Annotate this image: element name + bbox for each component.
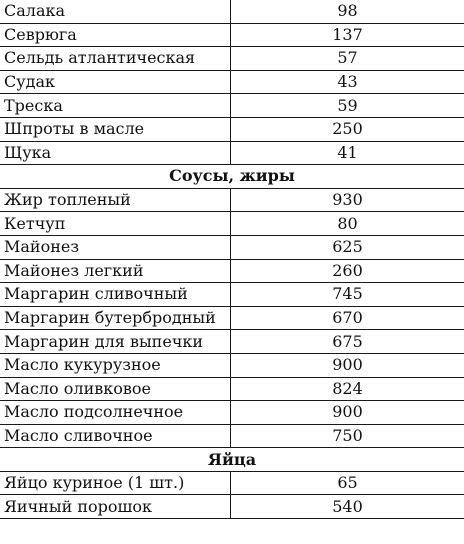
food-name-cell: Шпроты в масле [0,117,231,141]
section-header-eggs: Яйца [0,448,464,472]
table-row [0,424,464,448]
table-row [0,47,464,71]
table-row [0,235,464,259]
food-name-cell: Севрюга [0,23,231,47]
section-header-row [0,165,464,189]
calorie-value-cell: 65 [231,471,464,495]
calorie-value-cell: 98 [231,0,464,23]
food-name-cell: Майонез [0,235,231,259]
food-name-cell: Яйцо куриное (1 шт.) [0,471,231,495]
table-row [0,212,464,236]
table-row [0,283,464,307]
food-name-cell: Масло кукурузное [0,353,231,377]
table-row [0,330,464,354]
calorie-value-cell: 930 [231,188,464,212]
calorie-value-cell: 745 [231,283,464,307]
table-row [0,0,464,23]
section-header-sauces-fats: Соусы, жиры [0,165,464,189]
table-row [0,141,464,165]
table-row [0,306,464,330]
section-header-row [0,448,464,472]
table-row [0,23,464,47]
table-row [0,70,464,94]
food-name-cell: Масло подсолнечное [0,401,231,425]
table-row [0,94,464,118]
food-name-cell: Маргарин бутербродный [0,306,231,330]
food-name-cell: Маргарин для выпечки [0,330,231,354]
calorie-value-cell: 43 [231,70,464,94]
table-row [0,495,464,519]
calorie-value-cell: 540 [231,495,464,519]
table-row [0,188,464,212]
food-name-cell: Маргарин сливочный [0,283,231,307]
food-name-cell: Яичный порошок [0,495,231,519]
calorie-value-cell: 824 [231,377,464,401]
calorie-value-cell: 625 [231,235,464,259]
calorie-value-cell: 670 [231,306,464,330]
food-name-cell: Салака [0,0,231,23]
calorie-value-cell: 900 [231,401,464,425]
calorie-value-cell: 750 [231,424,464,448]
food-name-cell: Треска [0,94,231,118]
calorie-value-cell: 57 [231,47,464,71]
calorie-value-cell: 41 [231,141,464,165]
table-row [0,401,464,425]
food-name-cell: Судак [0,70,231,94]
table-row [0,259,464,283]
calorie-value-cell: 80 [231,212,464,236]
food-name-cell: Масло оливковое [0,377,231,401]
table-row [0,471,464,495]
calorie-value-cell: 250 [231,117,464,141]
calorie-value-cell: 137 [231,23,464,47]
food-name-cell: Щука [0,141,231,165]
food-name-cell: Масло сливочное [0,424,231,448]
calorie-value-cell: 900 [231,353,464,377]
table-row [0,377,464,401]
food-name-cell: Сельдь атлантическая [0,47,231,71]
food-name-cell: Кетчуп [0,212,231,236]
calorie-value-cell: 260 [231,259,464,283]
table-row [0,353,464,377]
calorie-value-cell: 675 [231,330,464,354]
food-name-cell: Майонез легкий [0,259,231,283]
calorie-value-cell: 59 [231,94,464,118]
table-row [0,117,464,141]
food-name-cell: Жир топленый [0,188,231,212]
